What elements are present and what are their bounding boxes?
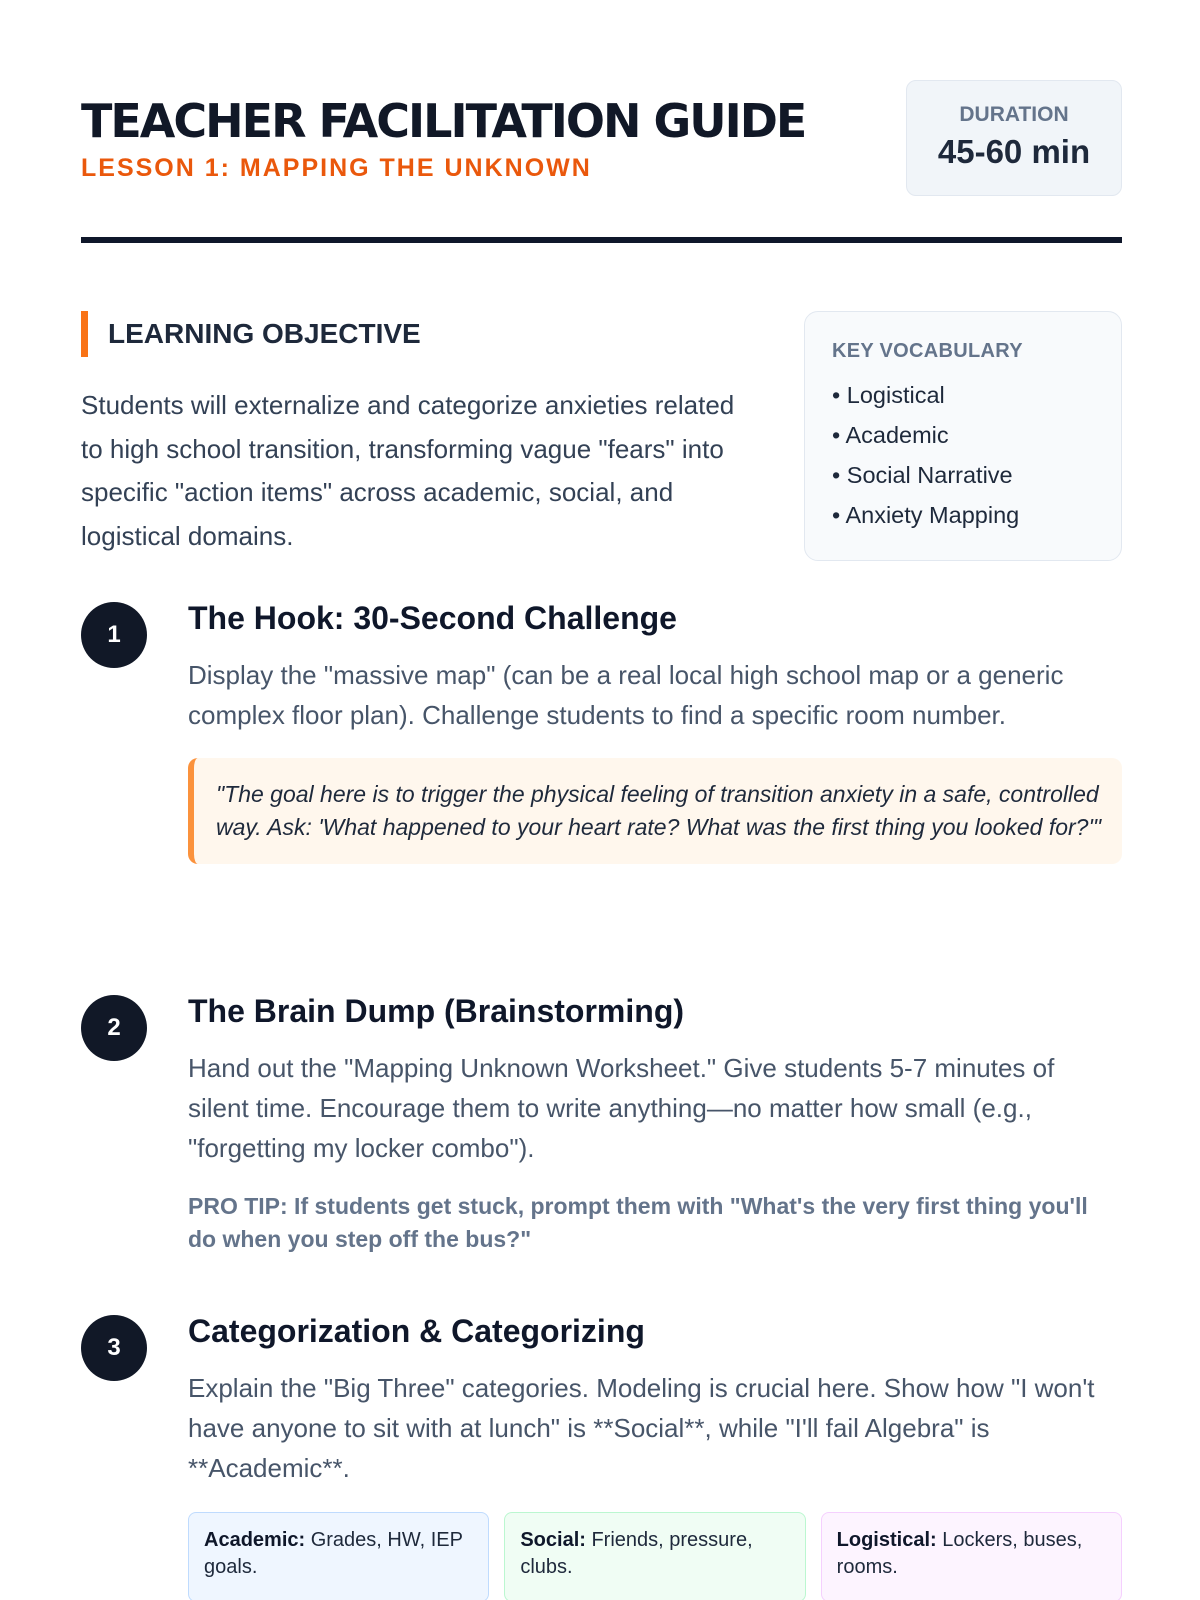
category-description: Grades, HW, IEP goals. bbox=[204, 1529, 463, 1578]
category-label: Logistical: bbox=[836, 1529, 943, 1551]
step-number-badge: 2 bbox=[81, 995, 147, 1061]
step-title: The Brain Dump (Brainstorming) bbox=[188, 993, 685, 1029]
category-card-academic bbox=[188, 1512, 489, 1600]
step-body bbox=[188, 993, 1122, 1256]
vocabulary-list bbox=[832, 375, 1121, 535]
key-vocabulary-card bbox=[804, 311, 1122, 561]
learning-objective-text: Students will externalize and categorize anxieties related to high school transition, transforming vague "fears" into specific "action items" across academic, social, and logistical domains. bbox=[81, 390, 735, 551]
category-label: Academic: bbox=[204, 1529, 311, 1551]
lesson-subtitle: LESSON 1: MAPPING THE UNKNOWN bbox=[81, 154, 592, 182]
step-body bbox=[188, 1313, 1122, 1600]
category-label: Social: bbox=[520, 1529, 592, 1551]
step-description: Explain the "Big Three" categories. Modeling is crucial here. Show how "I won't have anyone to sit with at lunch" is **Social**, while "I'll fail Algebra" is **Academic**. bbox=[188, 1373, 1095, 1483]
category-card-logistical bbox=[821, 1512, 1122, 1600]
step-body bbox=[188, 600, 1122, 864]
learning-objective-heading: LEARNING OBJECTIVE bbox=[81, 311, 681, 357]
vocabulary-item: • Logistical bbox=[832, 375, 1121, 415]
key-vocabulary-title: KEY VOCABULARY bbox=[832, 340, 1023, 362]
header bbox=[81, 80, 1122, 200]
step-title: Categorization & Categorizing bbox=[188, 1313, 645, 1349]
duration-value: 45-60 min bbox=[937, 133, 1091, 170]
header-divider bbox=[81, 237, 1122, 243]
step-number-badge: 3 bbox=[81, 1315, 147, 1381]
duration-badge bbox=[906, 80, 1122, 196]
category-card-social bbox=[504, 1512, 805, 1600]
category-description: Lockers, buses, rooms. bbox=[836, 1529, 1083, 1578]
step-number-badge: 1 bbox=[81, 602, 147, 668]
vocabulary-item: • Anxiety Mapping bbox=[832, 495, 1121, 535]
duration-label: DURATION bbox=[959, 103, 1069, 126]
pro-tip: PRO TIP: If students get stuck, prompt them with "What's the very first thing you'll do when you step off the bus?" bbox=[188, 1193, 1088, 1252]
facilitation-guide-page bbox=[81, 0, 1122, 1600]
step-description: Display the "massive map" (can be a real local high school map or a generic complex floor plan). Challenge students to find a specific room number. bbox=[188, 660, 1064, 730]
page-title: TEACHER FACILITATION GUIDE bbox=[81, 94, 806, 148]
step-title: The Hook: 30-Second Challenge bbox=[188, 600, 677, 636]
step-description: Hand out the "Mapping Unknown Worksheet." Give students 5-7 minutes of silent time. Encourage them to write anything—no matter how small (e.g., "forgetting my locker combo"). bbox=[188, 1053, 1055, 1163]
facilitator-quote: "The goal here is to trigger the physical feeling of transition anxiety in a safe, controlled way. Ask: 'What happened to your heart rate? What was the first thing you looked for?'" bbox=[188, 758, 1122, 864]
category-cards bbox=[188, 1512, 1122, 1600]
category-description: Friends, pressure, clubs. bbox=[520, 1529, 753, 1578]
vocabulary-item: • Academic bbox=[832, 415, 1121, 455]
vocabulary-item: • Social Narrative bbox=[832, 455, 1121, 495]
